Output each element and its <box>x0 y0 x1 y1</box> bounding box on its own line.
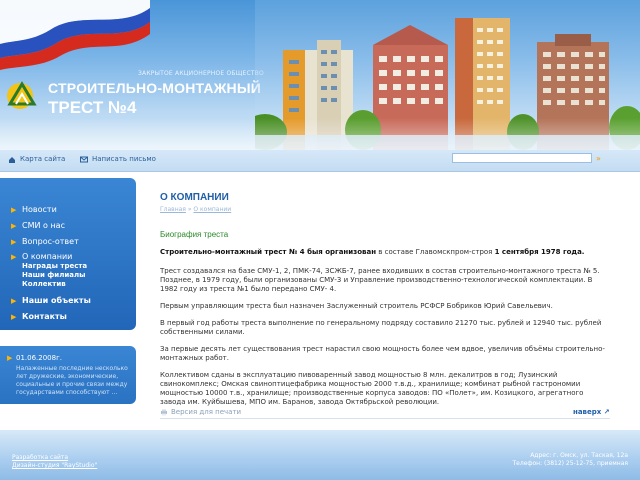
breadcrumb-current[interactable]: О компании <box>193 206 232 213</box>
breadcrumb-home[interactable]: Главная <box>160 206 186 213</box>
paragraph-6: Коллективом сданы в эксплуатацию пивоваренный завод мощностью 8 млн. декалитров в год; Лузинский свинокомплекс; Омская свиноптицефабрика мощностью 2000 т.в.д., хранилище; комбинат рыбной гастрономии мощностью 10000 т.в., хранилище; производственные корпуса заводов: ПО «Полет», им. Козицкого, агрегатного завода им. Куйбышева, МПО им. Баранов, завода Октябрьской революции. <box>160 371 584 406</box>
breadcrumb-sep: » <box>185 206 194 213</box>
header-fade <box>0 118 640 150</box>
search-go-button[interactable]: » <box>596 154 601 163</box>
bullet-icon: ▶ <box>11 206 17 214</box>
company-title-line2: ТРЕСТ №4 <box>48 98 137 117</box>
news-date: ▶ 01.06.2008г. <box>7 354 62 362</box>
bullet-icon: ▶ <box>11 222 17 230</box>
company-title-line1: СТРОИТЕЛЬНО-МОНТАЖНЫЙ <box>48 80 262 96</box>
sidebar-item-media[interactable]: ▶ СМИ о нас <box>0 218 136 234</box>
write-letter-link-label: Написать письмо <box>92 155 156 163</box>
section-title: Биография треста <box>160 230 229 239</box>
paragraph-4: В первый год работы треста выполнение по генеральному подряду составило 21270 тыс. рублей и 12940 тыс. рублей собственными силами. <box>160 319 602 336</box>
header-banner <box>0 0 640 150</box>
sitemap-link[interactable] <box>8 155 65 163</box>
company-logo-icon <box>6 78 42 110</box>
envelope-icon <box>80 156 88 163</box>
footer-phone: Телефон: (3812) 25-12-75, приемная <box>512 460 628 467</box>
content-divider <box>160 418 610 419</box>
footer-studio-link[interactable]: Дизайн-студия "RayStudio" <box>12 462 98 469</box>
sidebar-item-contacts[interactable]: ▶ Контакты <box>0 309 136 325</box>
bullet-icon: ▶ <box>11 297 17 305</box>
sidebar-subitem-branches[interactable]: Наши филиалы <box>22 271 86 279</box>
paragraph-2: Трест создавался на базе СМУ-1, 2, ПМК-74, ЗСЖБ-7, ранее входивших в состав строительно-монтажного треста № 5. Позднее, в 1979 году, были организованы СМУ-3 и Управление производственно-технологической комплектации. В 1982 году из треста №1 было передано СМУ- 4. <box>160 267 600 293</box>
sitemap-link-label: Карта сайта <box>20 155 66 163</box>
sidebar-item-qa[interactable]: ▶ Вопрос-ответ <box>0 234 136 250</box>
back-to-top-link[interactable]: наверх ↗ <box>573 408 610 416</box>
sidebar-subitem-awards[interactable]: Награды треста <box>22 262 88 270</box>
bullet-icon: ▶ <box>11 238 17 246</box>
footer-contacts <box>513 452 629 468</box>
footer-address: Адрес: г. Омск, ул. Таская, 12а <box>530 452 628 459</box>
sidebar-subitem-team[interactable]: Коллектив <box>22 280 66 288</box>
company-type: ЗАКРЫТОЕ АКЦИОНЕРНОЕ ОБЩЕСТВО <box>138 70 264 77</box>
russian-flag-icon <box>0 0 150 70</box>
paragraph-5: За первые десять лет существования трест нарастил свою мощность более чем вдвое, увеличив объёмы строительно-монтажных работ. <box>160 345 605 362</box>
bullet-icon: ▶ <box>11 313 17 321</box>
breadcrumb <box>160 206 610 213</box>
main-content <box>160 192 610 407</box>
sidebar-item-objects[interactable]: ▶ Наши объекты <box>0 293 136 309</box>
write-letter-link[interactable] <box>80 155 156 163</box>
news-text: Налаженные последние несколько лет дружеские, экономические, социальные и прочие связи между государствами способствуют ... <box>16 365 128 396</box>
search-input[interactable] <box>452 153 592 163</box>
print-version-link[interactable]: Версия для печати <box>160 408 241 416</box>
arrow-up-icon: ↗ <box>603 408 610 416</box>
footer-dev-link[interactable]: Разработка сайта <box>12 454 69 461</box>
home-icon <box>8 156 16 163</box>
printer-icon <box>160 409 168 416</box>
page-title: О КОМПАНИИ <box>160 192 229 203</box>
paragraph-1: Строительно-монтажный трест № 4 быя организован в составе Главомскпром-строя 1 сентября 1978 года. <box>160 248 585 256</box>
news-box[interactable] <box>0 346 136 404</box>
footer <box>0 430 640 480</box>
sidebar-nav <box>0 178 136 330</box>
bullet-icon: ▶ <box>7 354 13 362</box>
bullet-icon: ▶ <box>11 253 17 261</box>
paragraph-3: Первым управляющим треста был назначен Заслуженный строитель РСФСР Бобриков Юрий Савельевич. <box>160 302 553 310</box>
footer-credits <box>12 454 97 470</box>
sidebar-item-news[interactable]: ▶ Новости <box>0 202 136 218</box>
sidebar-item-about[interactable]: ▶ О компании <box>11 252 73 261</box>
